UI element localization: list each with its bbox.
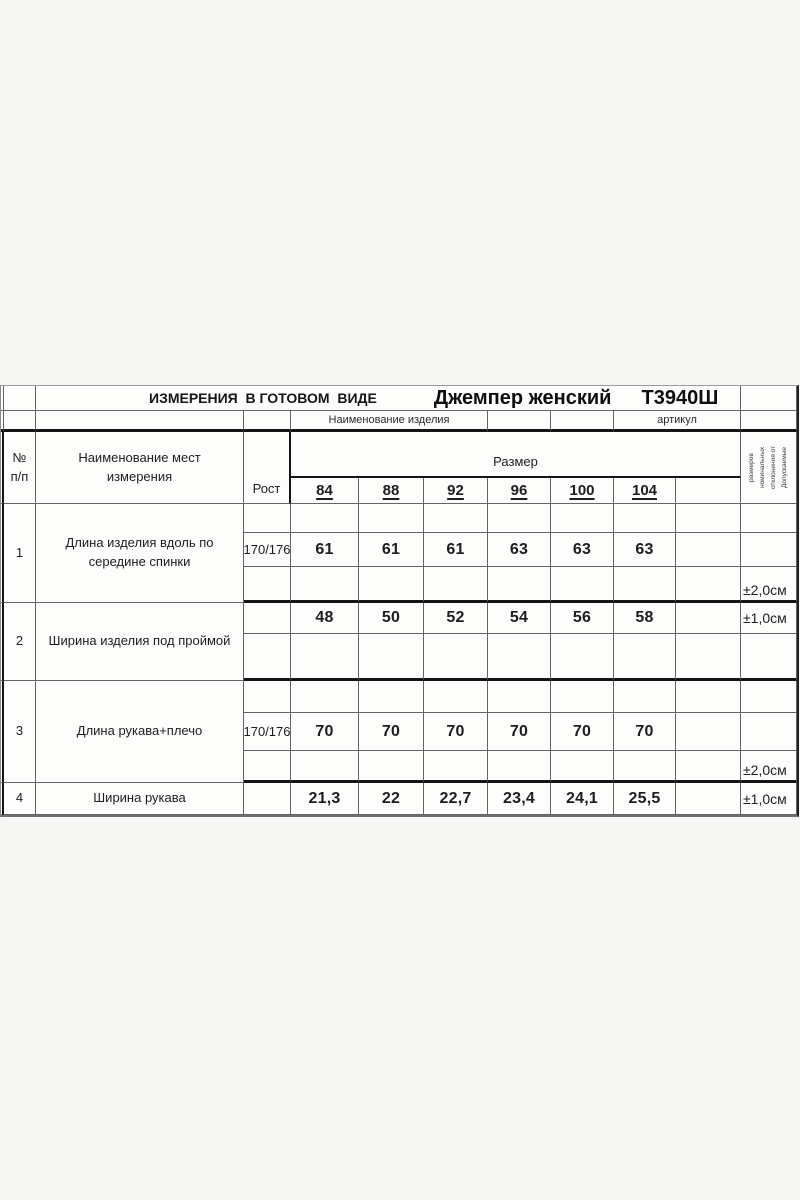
table-cell [488, 681, 551, 713]
table-cell [488, 751, 551, 783]
row-3-tolerance: ±2,0см [741, 751, 797, 783]
table-cell [359, 567, 424, 603]
size-96-header: 96 [488, 478, 551, 504]
table-cell [488, 504, 551, 533]
row-1-value-92: 61 [424, 533, 488, 567]
table-cell [676, 751, 741, 783]
measurements-title: ИЗМЕРЕНИЯ В ГОТОВОМ ВИДЕ [149, 390, 377, 406]
row-2-tolerance: ±1,0см [741, 603, 797, 634]
table-cell [741, 386, 797, 411]
table-cell [676, 634, 741, 681]
row-1-tolerance: ±2,0см [741, 567, 797, 603]
row-2-value-104: 58 [614, 603, 676, 634]
row-3-value-88: 70 [359, 713, 424, 751]
table-cell [741, 634, 797, 681]
table-cell [488, 634, 551, 681]
table-cell [741, 713, 797, 751]
table-cell [551, 504, 614, 533]
size-92-header: 92 [424, 478, 488, 504]
table-cell [614, 504, 676, 533]
table-cell [614, 681, 676, 713]
size-header: Размер [291, 432, 741, 478]
table-cell [244, 634, 291, 681]
table-cell [741, 411, 797, 432]
table-cell [359, 634, 424, 681]
table-cell [676, 713, 741, 751]
table-cell [244, 681, 291, 713]
table-cell [551, 634, 614, 681]
row-4-value-92: 22,7 [424, 783, 488, 815]
row-1-value-104: 63 [614, 533, 676, 567]
table-cell [551, 567, 614, 603]
row-3-value-84: 70 [291, 713, 359, 751]
table-cell [551, 751, 614, 783]
table-cell [4, 411, 36, 432]
table-cell [676, 533, 741, 567]
tolerance-rotated-label: Допускаемые отклонения от номинальных размеров [748, 445, 789, 490]
row-4-value-104: 25,5 [614, 783, 676, 815]
table-cell [614, 567, 676, 603]
row-3-value-104: 70 [614, 713, 676, 751]
row-1-value-88: 61 [359, 533, 424, 567]
row-2-value-100: 56 [551, 603, 614, 634]
table-cell [244, 751, 291, 783]
table-title-row [36, 386, 741, 411]
row-4-value-84: 21,3 [291, 783, 359, 815]
table-cell [741, 504, 797, 533]
row-4-name: Ширина рукава [36, 783, 244, 815]
table-cell [424, 504, 488, 533]
size-104-header: 104 [614, 478, 676, 504]
row-1-height: 170/176 [244, 533, 291, 567]
table-cell [291, 567, 359, 603]
height-column-header: Рост [244, 432, 291, 504]
table-cell [291, 681, 359, 713]
table-cell [676, 478, 741, 504]
row-3-value-96: 70 [488, 713, 551, 751]
table-cell [614, 751, 676, 783]
tolerance-column-header [741, 432, 797, 504]
row-3-name: Длина рукава+плечо [36, 681, 244, 783]
row-4-value-88: 22 [359, 783, 424, 815]
places-column-header: Наименование мест измерения [36, 432, 244, 504]
table-cell [244, 504, 291, 533]
row-4-value-100: 24,1 [551, 783, 614, 815]
table-cell [488, 411, 551, 432]
table-cell [676, 681, 741, 713]
article-title: Т3940Ш [641, 386, 719, 409]
table-cell [291, 634, 359, 681]
table-cell [359, 504, 424, 533]
table-cell [741, 681, 797, 713]
row-4-tolerance: ±1,0см [741, 783, 797, 815]
table-cell [244, 567, 291, 603]
table-cell [676, 603, 741, 634]
row-2-value-96: 54 [488, 603, 551, 634]
product-name-title: Джемпер женский [433, 386, 612, 409]
table-cell [614, 634, 676, 681]
table-cell [488, 567, 551, 603]
row-1-number: 1 [4, 504, 36, 603]
row-2-value-88: 50 [359, 603, 424, 634]
row-2-number: 2 [4, 603, 36, 681]
table-cell [676, 567, 741, 603]
table-cell [741, 533, 797, 567]
row-3-height: 170/176 [244, 713, 291, 751]
table-cell [551, 681, 614, 713]
row-4-number: 4 [4, 783, 36, 815]
size-100-header: 100 [551, 478, 614, 504]
product-name-label: Наименование изделия [291, 411, 488, 432]
size-84-header: 84 [291, 478, 359, 504]
measurement-table [0, 385, 799, 817]
table-cell [551, 411, 614, 432]
row-2-value-84: 48 [291, 603, 359, 634]
row-3-value-92: 70 [424, 713, 488, 751]
table-cell [244, 783, 291, 815]
row-1-value-96: 63 [488, 533, 551, 567]
row-2-height [244, 603, 291, 634]
row-1-value-100: 63 [551, 533, 614, 567]
table-cell [424, 567, 488, 603]
row-2-value-92: 52 [424, 603, 488, 634]
row-1-name: Длина изделия вдоль по середине спинки [36, 504, 244, 603]
table-cell [424, 751, 488, 783]
row-3-value-100: 70 [551, 713, 614, 751]
row-2-name: Ширина изделия под проймой [36, 603, 244, 681]
row-3-number: 3 [4, 681, 36, 783]
table-cell [291, 751, 359, 783]
table-cell [359, 751, 424, 783]
size-88-header: 88 [359, 478, 424, 504]
table-cell [244, 411, 291, 432]
table-cell [424, 634, 488, 681]
table-cell [424, 681, 488, 713]
table-cell [359, 681, 424, 713]
row-1-value-84: 61 [291, 533, 359, 567]
table-cell [4, 386, 36, 411]
row-4-value-96: 23,4 [488, 783, 551, 815]
num-column-header: № п/п [4, 432, 36, 504]
article-label: артикул [614, 411, 741, 432]
table-cell [36, 411, 244, 432]
table-cell [676, 504, 741, 533]
table-cell [291, 504, 359, 533]
table-cell [676, 783, 741, 815]
